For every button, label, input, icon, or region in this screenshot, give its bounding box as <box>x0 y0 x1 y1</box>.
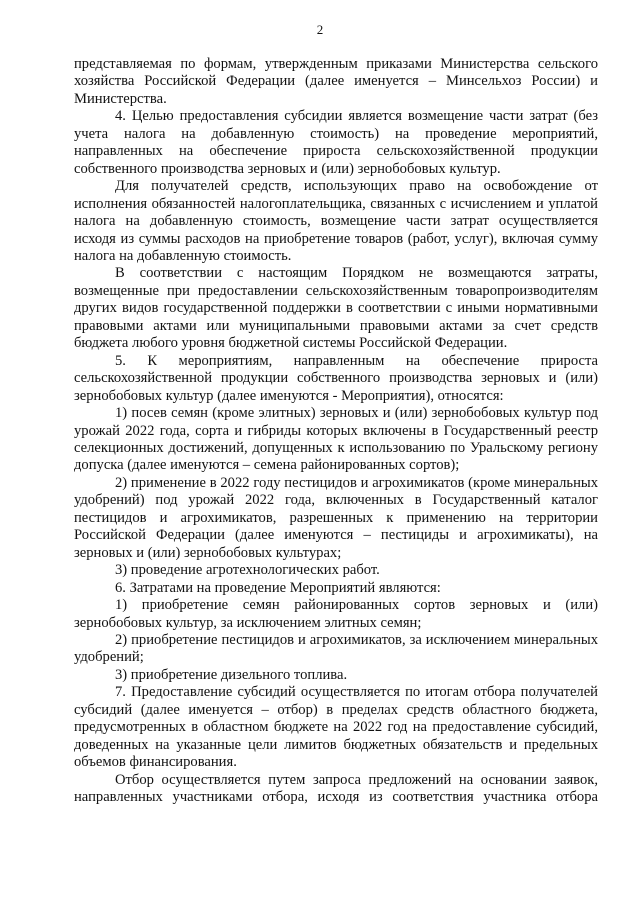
paragraph-item-6: 6. Затратами на проведение Мероприятий являются: <box>115 579 441 596</box>
paragraph-item-6-2: 2) приобретение пестицидов и агрохимикатов, за исключением минеральных удобрений; <box>74 631 598 666</box>
paragraph-item-5: 5. К мероприятиям, направленным на обеспечение прироста сельскохозяйственной продукции собственного производства зерновых и (или) зернобобовых культур (далее именуются - Мероприятия), относятся: <box>74 352 598 404</box>
paragraph-selection: Отбор осуществляется путем запроса предложений на основании заявок, направленных участниками отбора, исходя из соответствия участника отбора <box>74 771 598 806</box>
paragraph-item-4: 4. Целью предоставления субсидии является возмещение части затрат (без учета налога на добавленную стоимость) на проведение мероприятий, направленных на обеспечение прироста сельскохозяйственной продукции собственного производства зерновых и (или) зернобобовых культур. <box>74 108 598 177</box>
paragraph-item-5-3: 3) проведение агротехнологических работ. <box>115 562 380 579</box>
paragraph-vat-exemption: Для получателей средств, использующих право на освобождение от исполнения обязанностей налогоплательщика, связанных с исчислением и уплатой налога на добавленную стоимость, возмещение части затрат осуществляется исходя из суммы расходов на приобретение товаров (работ, услуг), включая сумму налога на добавленную стоимость. <box>74 178 598 264</box>
paragraph-item-6-1: 1) приобретение семян районированных сортов зерновых и (или) зернобобовых культур, за исключением элитных семян; <box>74 597 598 631</box>
paragraph-non-reimbursable: В соответствии с настоящим Порядком не возмещаются затраты, возмещенные при предоставлении сельскохозяйственным товаропроизводителям других видов государственной поддержки в соответствии с иными нормативными правовыми актами или муниципальными правовыми актами за счет средств бюджета любого уровня бюджетной системы Российской Федерации. <box>74 265 598 352</box>
page-number: 2 <box>316 22 324 37</box>
document-body <box>74 56 598 806</box>
paragraph-item-6-3: 3) приобретение дизельного топлива. <box>115 666 348 683</box>
paragraph-item-5-1: 1) посев семян (кроме элитных) зерновых и (или) зернобобовых культур под урожай 2022 года, сорта и гибриды которых включены в Государственный реестр селекционных достижений, допущенных к использованию по Уральскому региону допуска (далее именуются – семена районированных сортов); <box>74 405 598 474</box>
paragraph-item-7: 7. Предоставление субсидий осуществляется по итогам отбора получателей субсидий (далее именуется – отбор) в пределах средств областного бюджета, предусмотренных в областном бюджете на 2022 год на предоставление субсидий, доведенных на указанные цели лимитов бюджетных обязательств и предельных объемов финансирования. <box>74 684 598 771</box>
paragraph-continuation: представляемая по формам, утвержденным приказами Министерства сельского хозяйства Российской Федерации (далее именуется – Минсельхоз России) и Министерства. <box>74 56 598 107</box>
paragraph-item-5-2: 2) применение в 2022 году пестицидов и агрохимикатов (кроме минеральных удобрений) под урожай 2022 года, включенных в Государственный каталог пестицидов и агрохимикатов, разрешенных к применению на территории Российской Федерации (далее именуются – пестициды и агрохимикаты), на зерновых и (или) зернобобовых культурах; <box>74 474 598 561</box>
